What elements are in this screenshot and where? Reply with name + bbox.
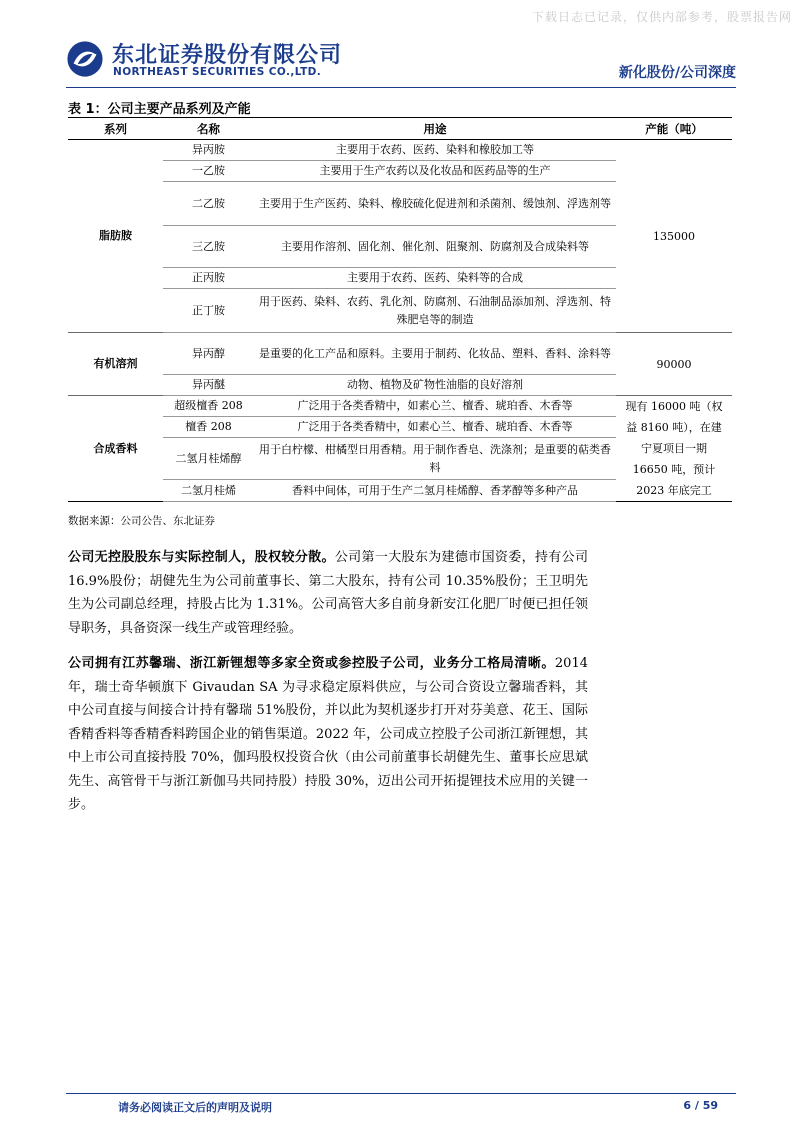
paragraph-ownership: [68, 546, 588, 640]
product-use: 主要用于生产医药、染料、橡胶硫化促进剂和杀菌剂、缓蚀剂、浮选剂等: [254, 182, 616, 226]
product-name: 异丙醇: [163, 333, 254, 375]
series-cell: 脂肪胺: [68, 140, 163, 333]
page-number: 6 / 59: [683, 1099, 718, 1112]
company-logo-icon: [66, 40, 104, 78]
product-name: 檀香 208: [163, 417, 254, 438]
table-row: [68, 140, 732, 161]
paragraph-lead: 公司拥有江苏馨瑞、浙江新锂想等多家全资或参控股子公司，业务分工格局清晰。: [68, 656, 555, 671]
watermark: 下载日志已记录，仅供内部参考，股票报告网: [531, 10, 792, 24]
capacity-cell: 90000: [616, 333, 732, 396]
table-row: [68, 396, 732, 417]
header-divider: [66, 87, 736, 88]
product-name: 正丁胺: [163, 289, 254, 333]
paragraph-body: 公司第一大股东为建德市国资委，持有公司 16.9%股份；胡健先生为公司前董事长、第二大股东，持有公司 10.35%股份；王卫明先生为公司副总经理，持股占比为 1.31%。公司高管大多自前身新安江化肥厂时便已担任领导职务，具备资深一线生产或管理经验。: [68, 550, 588, 636]
header-use: 用途: [254, 118, 616, 140]
table-title: 表 1：公司主要产品系列及产能: [68, 102, 251, 117]
table-source: 数据来源：公司公告、东北证券: [68, 515, 215, 527]
product-use: 香料中间体，可用于生产二氢月桂烯醇、香茅醇等多种产品: [254, 480, 616, 502]
series-cell: 有机溶剂: [68, 333, 163, 396]
company-name-cn: 东北证券股份有限公司: [112, 43, 343, 68]
series-cell: 合成香料: [68, 396, 163, 502]
product-use: 主要用于生产农药以及化妆品和医药品等的生产: [254, 161, 616, 182]
product-name: 正丙胺: [163, 268, 254, 289]
product-use: 主要用于农药、医药、染料和橡胶加工等: [254, 140, 616, 161]
capacity-cell: 现有 16000 吨（权益 8160 吨），在建宁夏项目一期 16650 吨，预计 2023 年底完工: [616, 396, 732, 502]
paragraph-subsidiaries: [68, 652, 588, 817]
product-name: 三乙胺: [163, 226, 254, 268]
product-name: 二氢月桂烯: [163, 480, 254, 502]
capacity-cell: 135000: [616, 140, 732, 333]
report-tag: 新化股份/公司深度: [618, 65, 736, 81]
product-name: 异丙胺: [163, 140, 254, 161]
header-series: 系列: [68, 118, 163, 140]
header-capacity: 产能（吨）: [616, 118, 732, 140]
product-name: 二乙胺: [163, 182, 254, 226]
product-use: 广泛用于各类香精中，如素心兰、檀香、琥珀香、木香等: [254, 396, 616, 417]
product-use: 用于白柠檬、柑橘型日用香精。用于制作香皂、洗涤剂；是重要的萜类香料: [254, 438, 616, 480]
company-name-en: NORTHEAST SECURITIES CO.,LTD.: [113, 66, 322, 78]
table-header-row: [68, 118, 732, 140]
footer-divider: [66, 1093, 736, 1094]
product-use: 广泛用于各类香精中，如素心兰、檀香、琥珀香、木香等: [254, 417, 616, 438]
table-row: [68, 333, 732, 375]
product-table: [68, 117, 732, 502]
product-name: 一乙胺: [163, 161, 254, 182]
product-name: 异丙醚: [163, 375, 254, 396]
product-use: 主要用于农药、医药、染料等的合成: [254, 268, 616, 289]
product-name: 二氢月桂烯醇: [163, 438, 254, 480]
product-name: 超级檀香 208: [163, 396, 254, 417]
product-use: 是重要的化工产品和原料。主要用于制药、化妆品、塑料、香料、涂料等: [254, 333, 616, 375]
header-name: 名称: [163, 118, 254, 140]
paragraph-body: 2014 年，瑞士奇华顿旗下 Givaudan SA 为寻求稳定原料供应，与公司合资设立馨瑞香料，其中公司直接与间接合计持有馨瑞 51%股份，并以此为契机逐步打开对芬美意、花王、国际香精香料等香精香料跨国企业的销售渠道。2022 年，公司成立控股子公司浙江新锂想，其中上市公司直接持股 70%，伽玛股权投资合伙（由公司前董事长胡健先生、董事长应思斌先生、高管骨干与浙江新伽马共同持股）持股 30%，迈出公司开拓提锂技术应用的关键一步。: [68, 656, 588, 812]
footer-disclaimer: 请务必阅读正文后的声明及说明: [118, 1101, 272, 1114]
product-use: 主要用作溶剂、固化剂、催化剂、阻聚剂、防腐剂及合成染料等: [254, 226, 616, 268]
product-use: 动物、植物及矿物性油脂的良好溶剂: [254, 375, 616, 396]
product-use: 用于医药、染料、农药、乳化剂、防腐剂、石油制品添加剂、浮选剂、特殊肥皂等的制造: [254, 289, 616, 333]
paragraph-lead: 公司无控股股东与实际控制人，股权较分散。: [68, 550, 335, 565]
